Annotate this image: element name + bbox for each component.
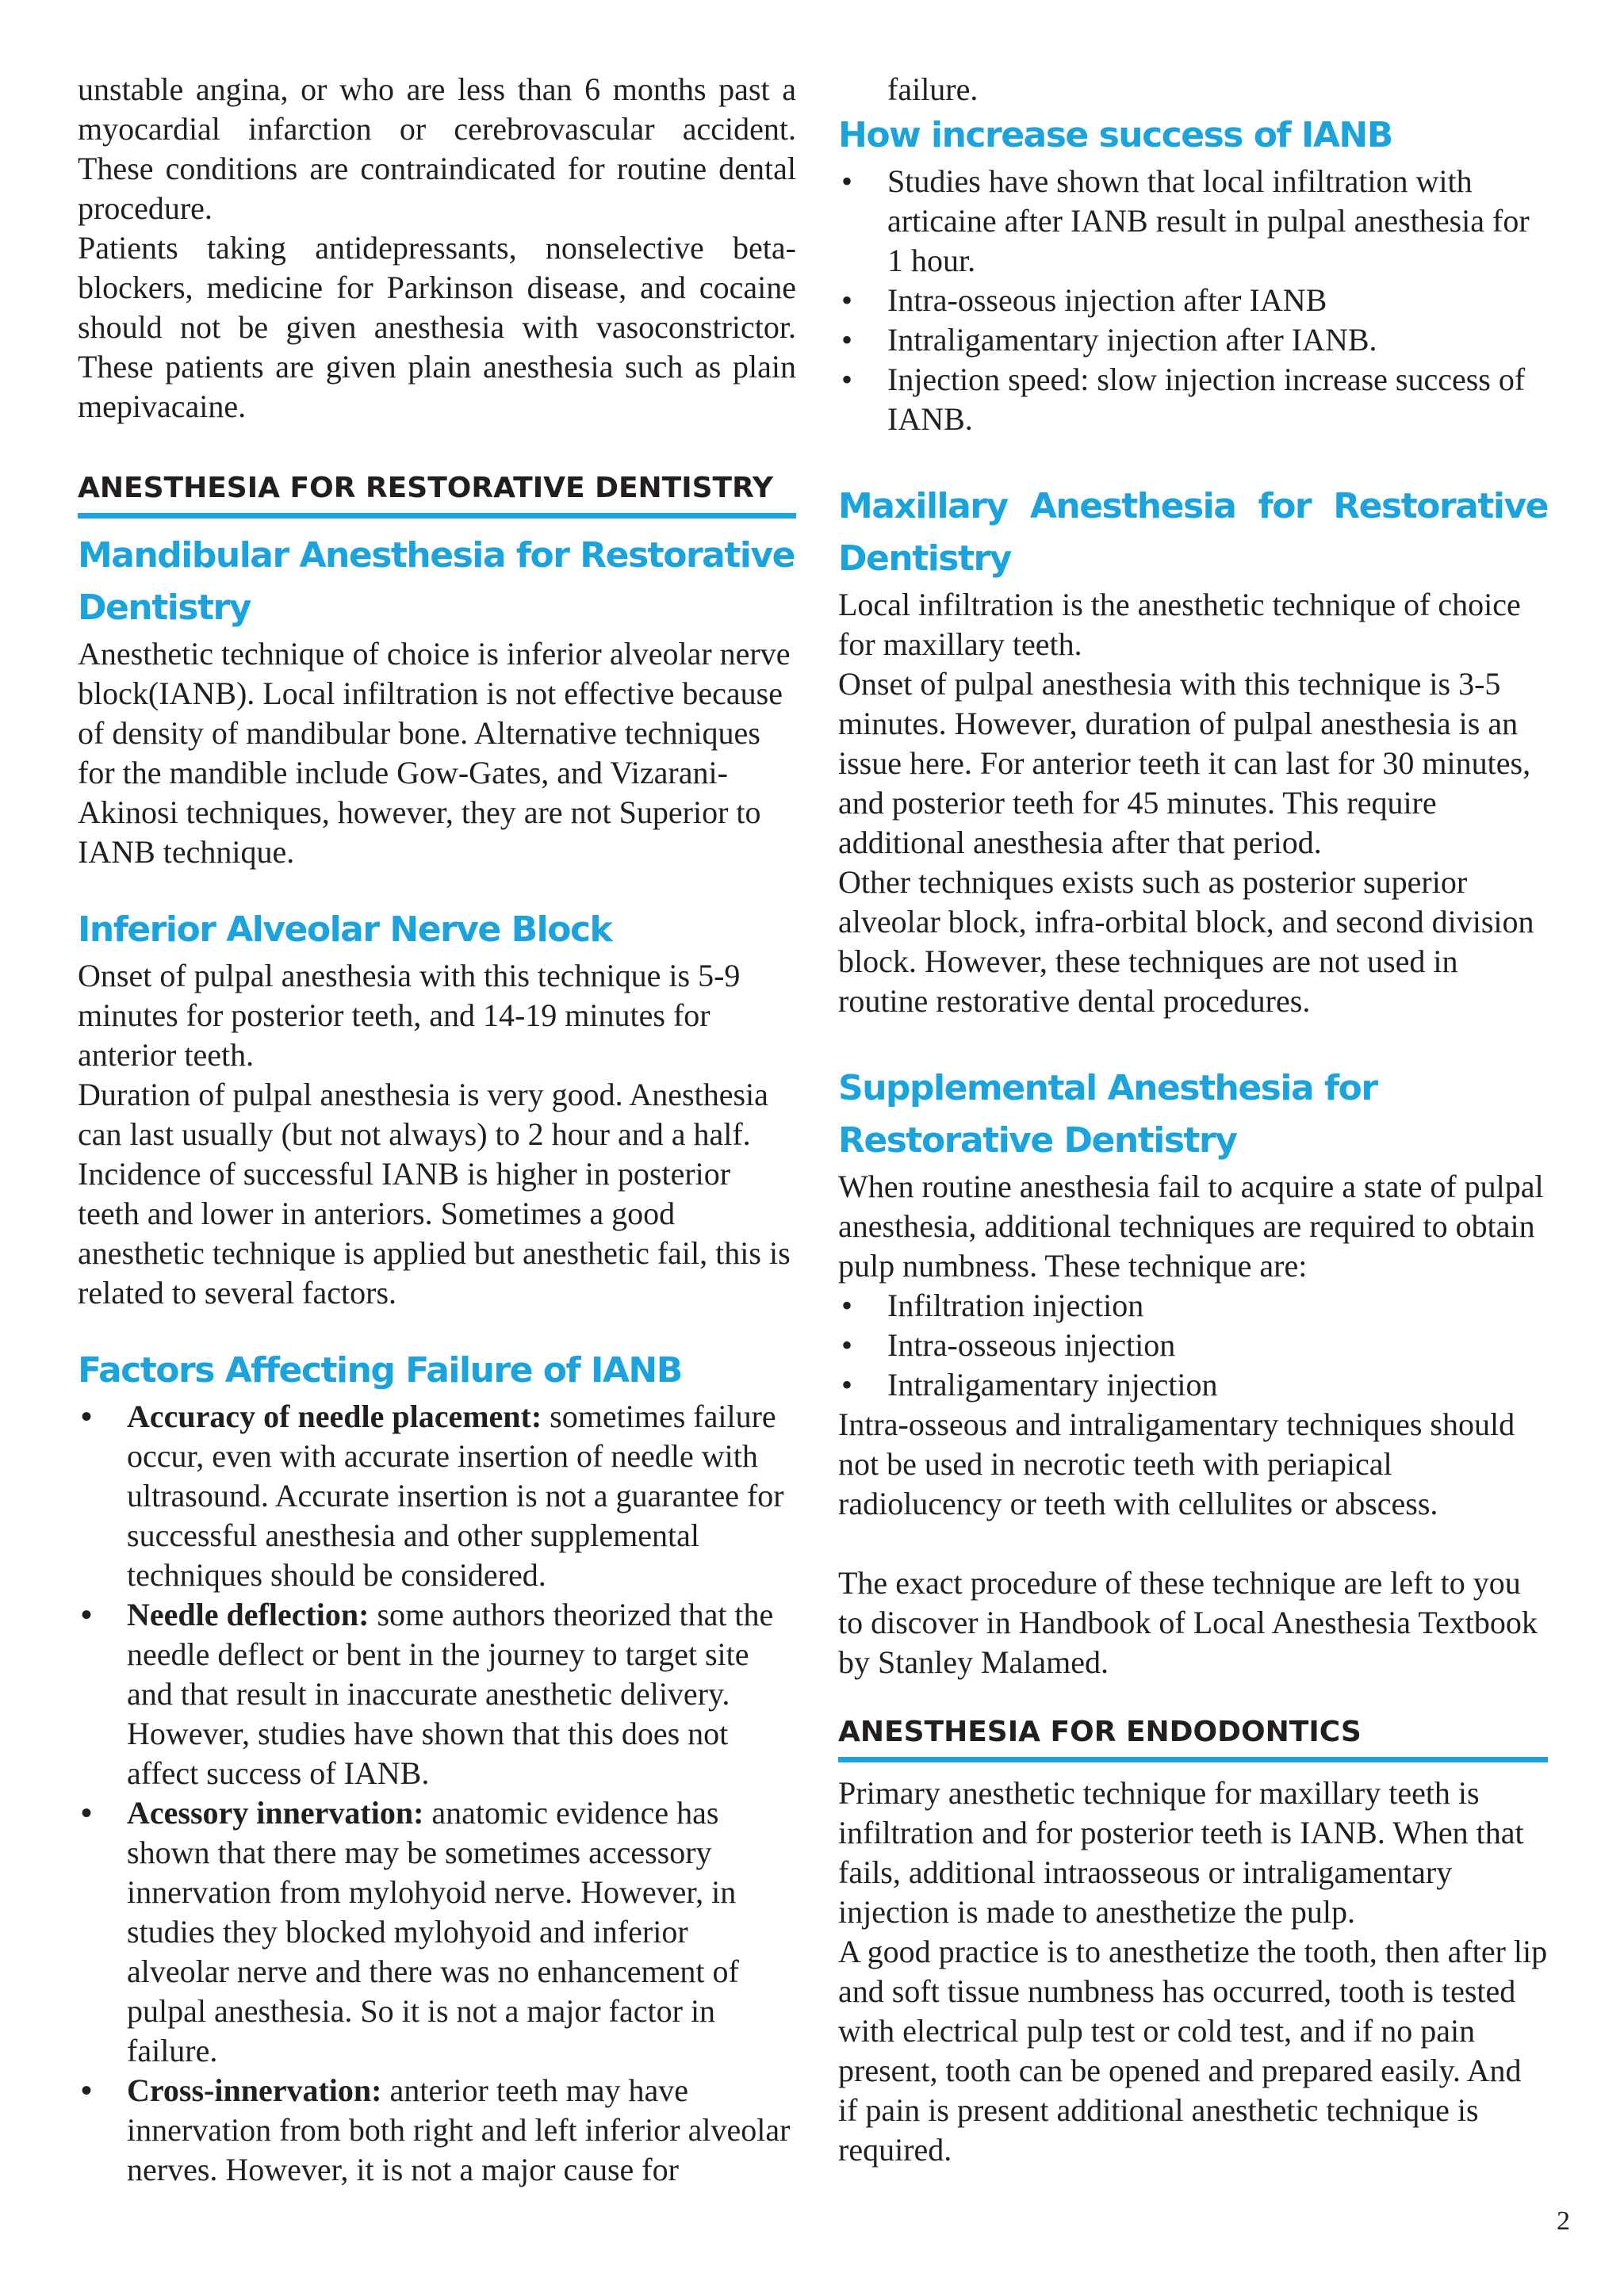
item-text: Infiltration injection bbox=[887, 1288, 1144, 1323]
list-item bbox=[78, 1397, 796, 1595]
item-term: Acessory innervation: bbox=[127, 1795, 424, 1831]
bullet-icon: • bbox=[81, 1597, 93, 1632]
item-text: Intraligamentary injection bbox=[887, 1367, 1218, 1402]
heading-factors: Factors Affecting Failure of IANB bbox=[78, 1350, 682, 1391]
list-item bbox=[838, 1365, 1548, 1405]
bullet-icon: • bbox=[841, 282, 853, 318]
left-column bbox=[78, 70, 796, 2190]
page-number: 2 bbox=[1557, 2206, 1570, 2236]
heading-supplemental: Supplemental Anesthesia for Restorative Dentistry bbox=[838, 1068, 1377, 1161]
bullet-icon: • bbox=[841, 163, 853, 199]
list-item bbox=[838, 320, 1548, 360]
endodontics-paragraph: Primary anesthetic technique for maxillary teeth is infiltration and for posterior teeth is IANB. When that fails, additional intraosseous or intraligamentary injection is made to anesthetize the pulp. bbox=[838, 1775, 1524, 1930]
heading-ianb: Inferior Alveolar Nerve Block bbox=[78, 909, 612, 950]
supplemental-paragraph: Intra-osseous and intraligamentary techniques should not be used in necrotic teeth with periapical radiolucency or teeth with cellulites or abscess. bbox=[838, 1406, 1515, 1521]
maxillary-paragraph: Local infiltration is the anesthetic technique of choice for maxillary teeth. bbox=[838, 587, 1521, 662]
right-column bbox=[838, 70, 1548, 2170]
ianb-paragraph: Onset of pulpal anesthesia with this technique is 5-9 minutes for posterior teeth, and 14-19 minutes for anterior teeth. bbox=[78, 958, 741, 1073]
bullet-icon: • bbox=[81, 1795, 93, 1831]
bullet-icon: • bbox=[841, 362, 853, 397]
supplemental-list bbox=[838, 1286, 1548, 1405]
list-item bbox=[78, 1793, 796, 2071]
maxillary-paragraph: Onset of pulpal anesthesia with this technique is 3-5 minutes. However, duration of pulpal anesthesia is an issue here. For anterior teeth it can last for 30 minutes, and posterior teeth for 45 minutes. This require additional anesthesia after that period. bbox=[838, 666, 1531, 860]
item-text: Intraligamentary injection after IANB. bbox=[887, 322, 1377, 358]
item-term: Accuracy of needle placement: bbox=[127, 1399, 542, 1434]
bullet-icon: • bbox=[841, 1367, 853, 1402]
bullet-icon: • bbox=[81, 1399, 93, 1434]
list-item bbox=[838, 162, 1548, 281]
supplemental-paragraph: The exact procedure of these technique are left to you to discover in Handbook of Local Anesthesia Textbook by Stanley Malamed. bbox=[838, 1565, 1538, 1680]
continuation-text: failure. bbox=[887, 71, 979, 107]
list-item bbox=[838, 360, 1548, 439]
list-item bbox=[78, 2071, 796, 2190]
section-title-restorative: ANESTHESIA FOR RESTORATIVE DENTISTRY bbox=[78, 469, 796, 519]
bullet-icon: • bbox=[81, 2072, 93, 2108]
factors-list bbox=[78, 1397, 796, 2190]
item-text: sometimes failure occur, even with accurate insertion of needle with ultrasound. Accurate insertion is not a guarantee for successful anesthesia and other supplemental techniques should be considered. bbox=[127, 1399, 784, 1593]
item-text: Studies have shown that local infiltration with articaine after IANB result in pulpal anesthesia for 1 hour. bbox=[887, 163, 1530, 278]
list-item bbox=[838, 1286, 1548, 1326]
item-text: some authors theorized that the needle deflect or bent in the journey to target site and that result in inaccurate anesthetic delivery. However, studies have shown that this does not affect success of IANB. bbox=[127, 1597, 774, 1791]
section-title-endodontics: ANESTHESIA FOR ENDODONTICS bbox=[838, 1712, 1548, 1762]
supplemental-paragraph: When routine anesthesia fail to acquire a state of pulpal anesthesia, additional techniques are required to obtain pulp numbness. These technique are: bbox=[838, 1169, 1544, 1284]
item-text: Intra-osseous injection after IANB bbox=[887, 282, 1327, 318]
item-term: Cross-innervation: bbox=[127, 2072, 382, 2108]
list-item bbox=[838, 1326, 1548, 1365]
intro-paragraph: unstable angina, or who are less than 6 months past a myocardial infarction or cerebrovascular accident. These conditions are contraindicated for routine dental procedure. bbox=[78, 71, 796, 226]
list-item bbox=[838, 281, 1548, 320]
intro-paragraph: Patients taking antidepressants, nonselective beta-blockers, medicine for Parkinson disease, and cocaine should not be given anesthesia with vasoconstrictor. These patients are given plain anesthesia such as plain mepivacaine. bbox=[78, 230, 796, 424]
item-text: anatomic evidence has shown that there may be sometimes accessory innervation from mylohyoid nerve. However, in studies they blocked mylohyoid and inferior alveolar nerve and there was no enhancement of pulpal anesthesia. So it is not a major factor in failure. bbox=[127, 1795, 739, 2068]
heading-mandibular: Mandibular Anesthesia for Restorative Dentistry bbox=[78, 535, 795, 628]
list-item bbox=[78, 1595, 796, 1793]
bullet-icon: • bbox=[841, 1327, 853, 1363]
item-text: Intra-osseous injection bbox=[887, 1327, 1176, 1363]
maxillary-paragraph: Other techniques exists such as posterior superior alveolar block, infra-orbital block, and second division block. However, these techniques are not used in routine restorative dental procedures. bbox=[838, 864, 1534, 1019]
heading-maxillary: Maxillary Anesthesia for Restorative Dentistry bbox=[838, 486, 1548, 579]
mandibular-paragraph: Anesthetic technique of choice is inferior alveolar nerve block(IANB). Local infiltration is not effective because of density of mandibular bone. Alternative techniques for the mandible include Gow-Gates, and Vizarani-Akinosi techniques, however, they are not Superior to IANB technique. bbox=[78, 636, 791, 870]
bullet-icon: • bbox=[841, 1288, 853, 1323]
item-text: anterior teeth may have innervation from both right and left inferior alveolar nerves. However, it is not a major cause for bbox=[127, 2072, 791, 2187]
increase-success-list bbox=[838, 162, 1548, 439]
endodontics-paragraph: A good practice is to anesthetize the tooth, then after lip and soft tissue numbness has occurred, tooth is tested with electrical pulp test or cold test, and if no pain present, tooth can be opened and prepared easily. And if pain is present additional anesthetic technique is required. bbox=[838, 1934, 1548, 2168]
bullet-icon: • bbox=[841, 322, 853, 358]
heading-increase-success: How increase success of IANB bbox=[838, 115, 1392, 155]
item-text: Injection speed: slow injection increase success of IANB. bbox=[887, 362, 1526, 437]
ianb-paragraph: Duration of pulpal anesthesia is very good. Anesthesia can last usually (but not always) to 2 hour and a half. Incidence of successful IANB is higher in posterior teeth and lower in anteriors. Sometimes a good anesthetic technique is applied but anesthetic fail, this is related to several factors. bbox=[78, 1077, 791, 1311]
item-term: Needle deflection: bbox=[127, 1597, 370, 1632]
